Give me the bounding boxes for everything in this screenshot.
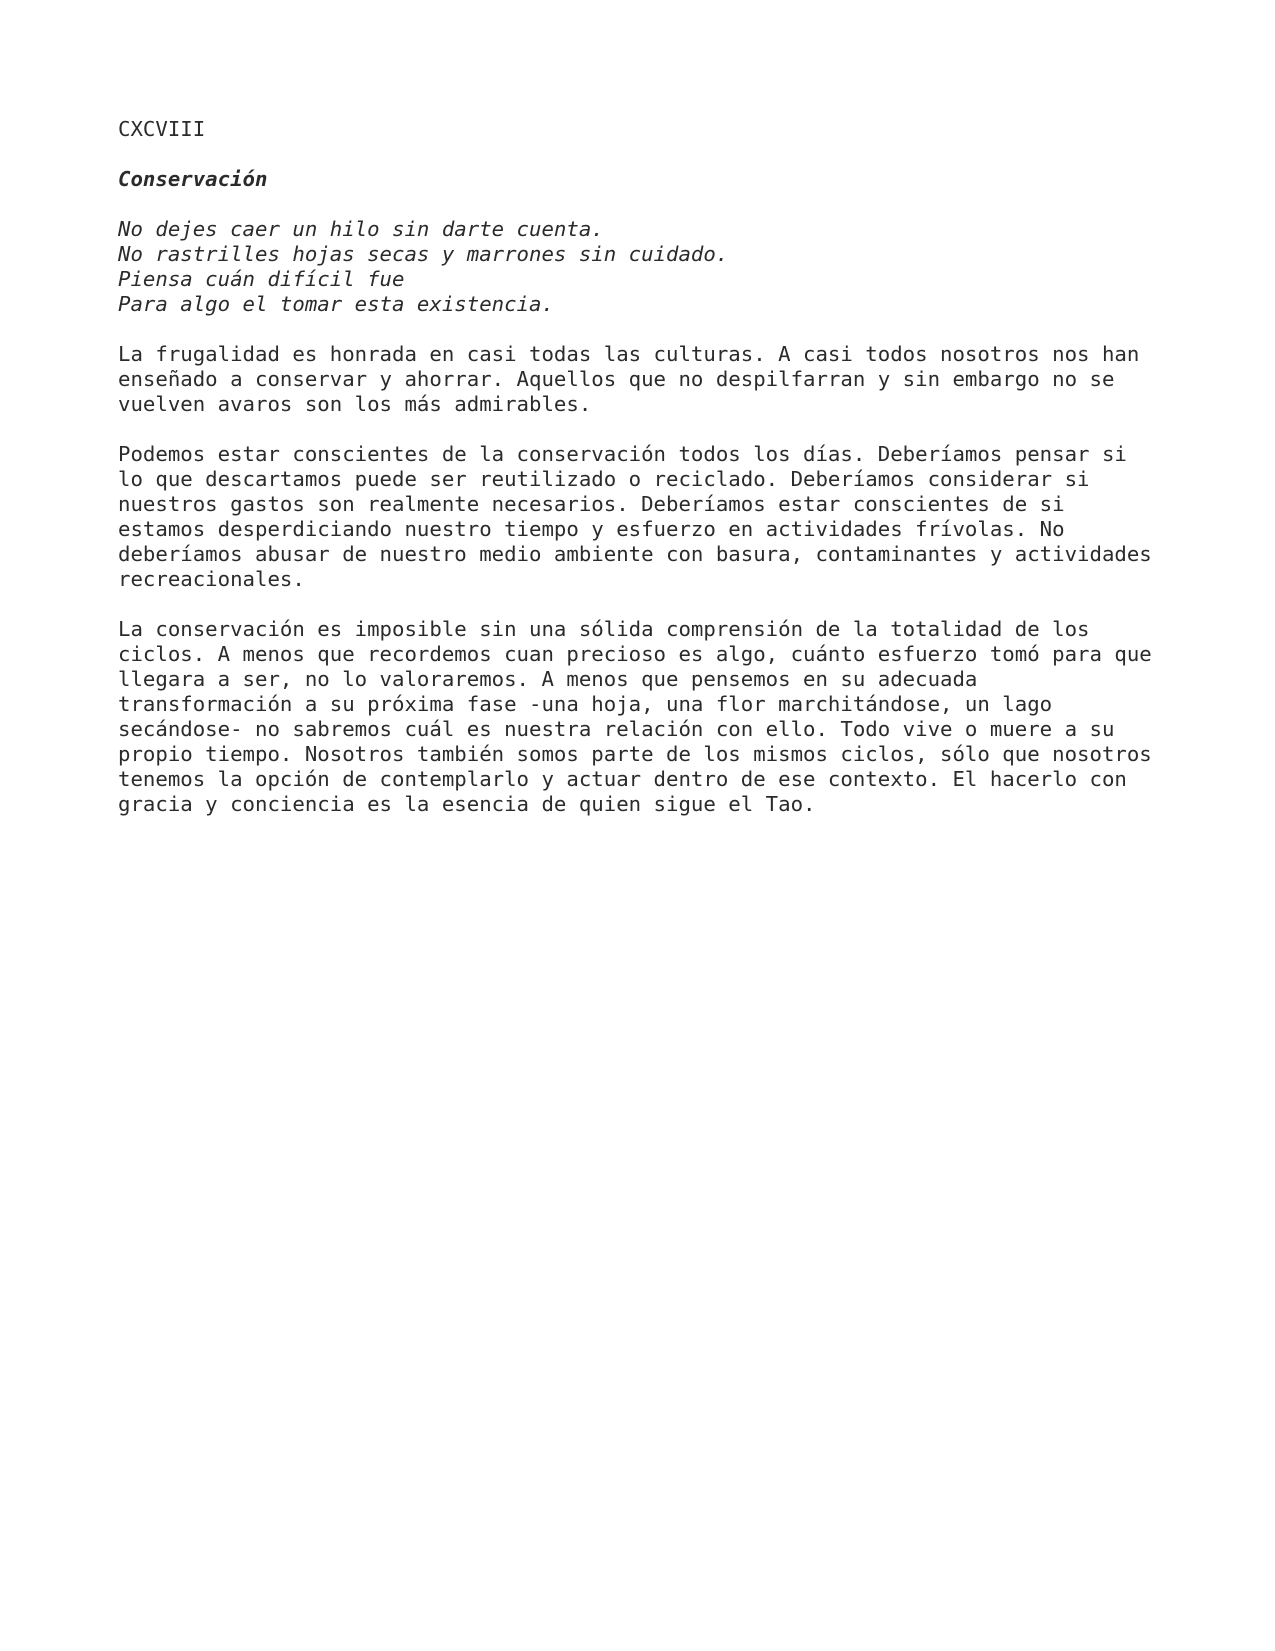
paragraph-line: estamos desperdiciando nuestro tiempo y esfuerzo en actividades frívolas. No: [118, 517, 1065, 541]
paragraph-line: secándose- no sabremos cuál es nuestra relación con ello. Todo vive o muere a su: [118, 717, 1115, 741]
paragraph-line: ciclos. A menos que recordemos cuan precioso es algo, cuánto esfuerzo tomó para que: [118, 642, 1152, 666]
epigraph-poem: [118, 217, 1178, 317]
paragraph-line: enseñado a conservar y ahorrar. Aquellos que no despilfarran y sin embargo no se: [118, 367, 1115, 391]
document-body: [118, 117, 1178, 842]
paragraph-line: La conservación es imposible sin una sólida comprensión de la totalidad de los: [118, 617, 1090, 641]
paragraph-cycles: [118, 617, 1178, 817]
paragraph-line: nuestros gastos son realmente necesarios. Deberíamos estar conscientes de si: [118, 492, 1065, 516]
paragraph-daily-conservation: [118, 442, 1178, 592]
paragraph-frugality: [118, 342, 1178, 417]
poem-line: Piensa cuán difícil fue: [118, 267, 405, 291]
paragraph-line: tenemos la opción de contemplarlo y actuar dentro de ese contexto. El hacerlo con: [118, 767, 1127, 791]
paragraph-line: deberíamos abusar de nuestro medio ambiente con basura, contaminantes y actividades: [118, 542, 1152, 566]
paragraph-line: propio tiempo. Nosotros también somos parte de los mismos ciclos, sólo que nosotros: [118, 742, 1152, 766]
paragraph-line: Podemos estar conscientes de la conservación todos los días. Deberíamos pensar si: [118, 442, 1127, 466]
poem-line: Para algo el tomar esta existencia.: [118, 292, 554, 316]
paragraph-line: recreacionales.: [118, 567, 305, 591]
chapter-title: Conservación: [118, 167, 268, 191]
chapter-number: CXCVIII: [118, 117, 206, 141]
paragraph-line: vuelven avaros son los más admirables.: [118, 392, 592, 416]
paragraph-line: lo que descartamos puede ser reutilizado o reciclado. Deberíamos considerar si: [118, 467, 1090, 491]
paragraph-line: La frugalidad es honrada en casi todas las culturas. A casi todos nosotros nos han: [118, 342, 1140, 366]
paragraph-line: llegara a ser, no lo valoraremos. A menos que pensemos en su adecuada: [118, 667, 978, 691]
poem-line: No dejes caer un hilo sin darte cuenta.: [118, 217, 604, 241]
paragraph-line: transformación a su próxima fase -una hoja, una flor marchitándose, un lago: [118, 692, 1053, 716]
poem-line: No rastrilles hojas secas y marrones sin cuidado.: [118, 242, 729, 266]
paragraph-line: gracia y conciencia es la esencia de quien sigue el Tao.: [118, 792, 816, 816]
